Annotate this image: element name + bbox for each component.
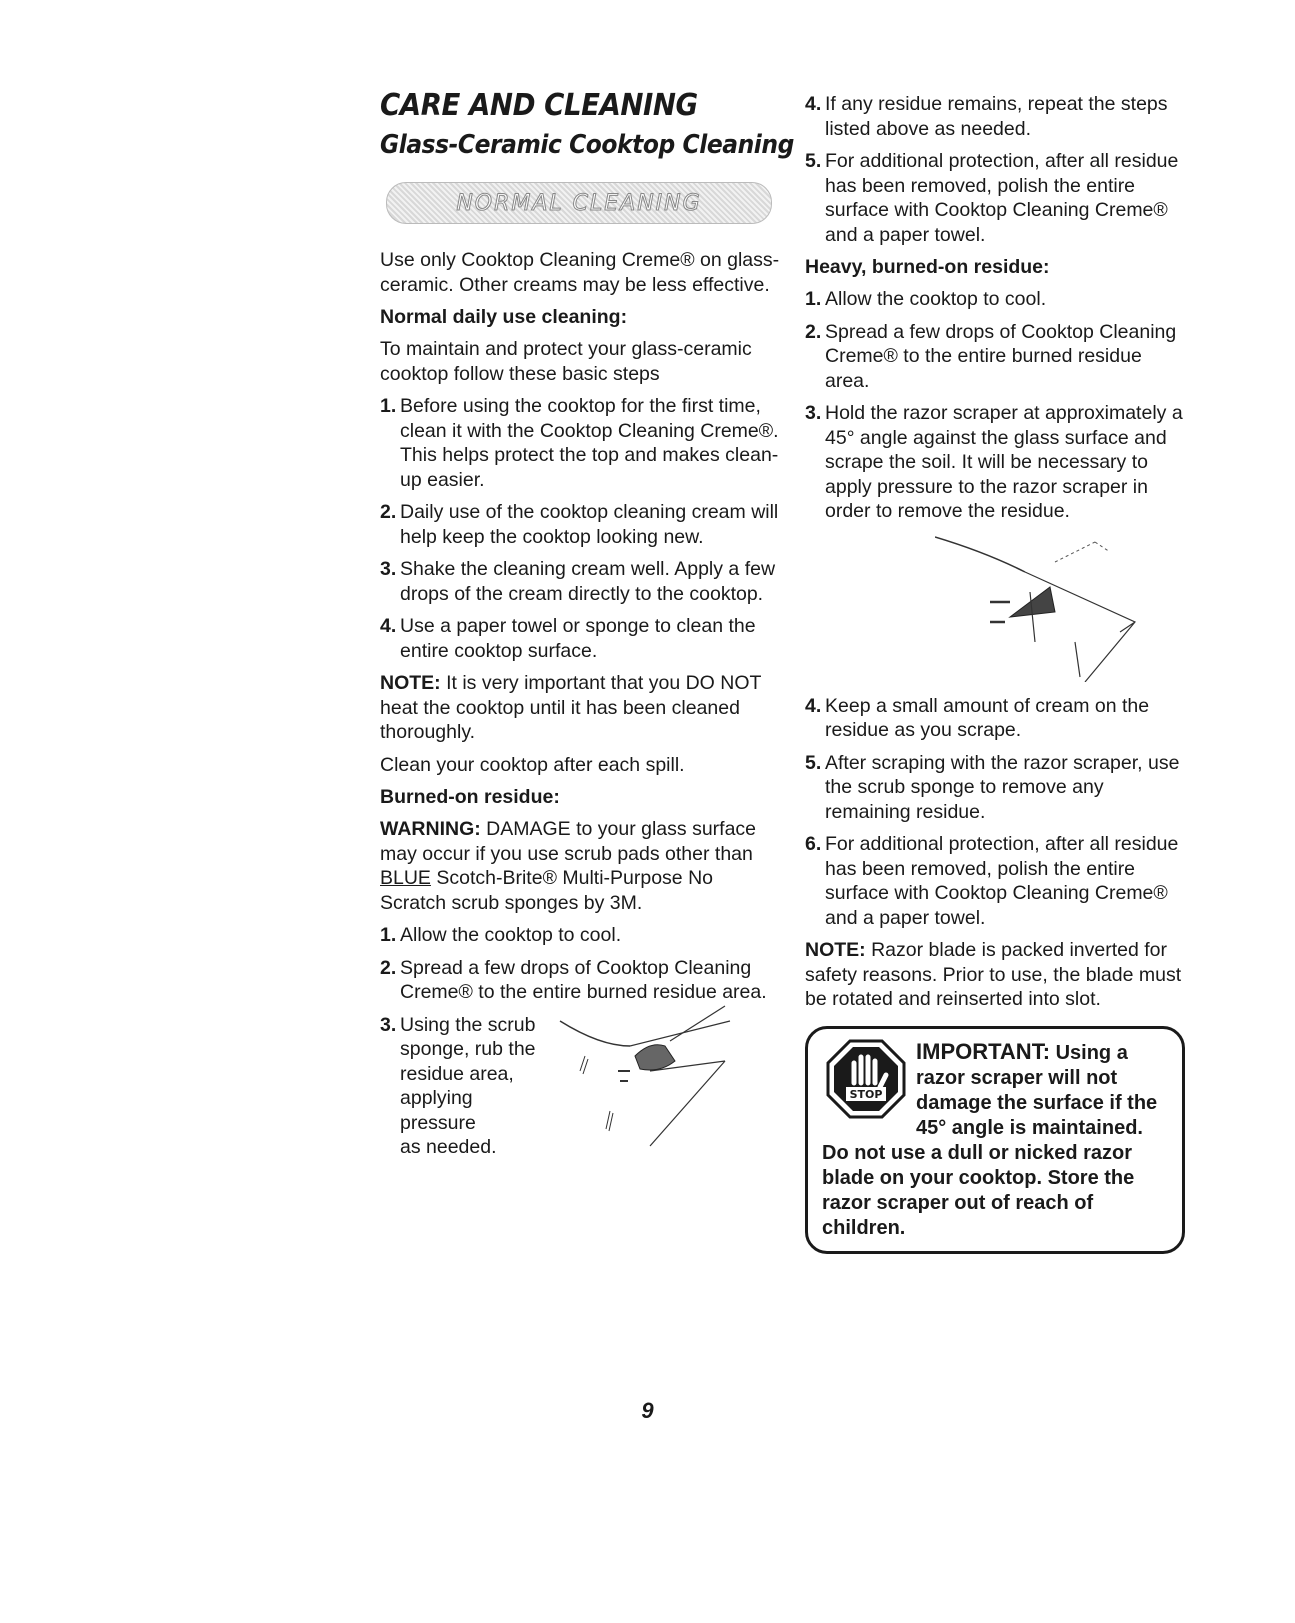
page-number: 9 — [641, 1398, 654, 1423]
step-text: Allow the cooktop to cool. — [400, 924, 622, 946]
step-number: 6. — [805, 833, 822, 855]
step-number: 4. — [380, 615, 397, 637]
stop-label: STOP — [849, 1087, 883, 1101]
page-subtitle: Glass-Ceramic Cooktop Cleaning — [380, 130, 794, 160]
section-banner — [386, 182, 772, 224]
heavy-steps-list — [805, 287, 1185, 524]
clean-spill-text: Clean your cooktop after each spill. — [380, 753, 685, 776]
page-title: CARE AND CLEANING — [380, 88, 698, 123]
normal-intro: To maintain and protect your glass-ceramic cooktop follow these basic steps — [380, 338, 752, 385]
banner-label: NORMAL CLEANING — [456, 190, 702, 216]
burned-steps-list — [380, 923, 780, 1160]
list-item — [380, 557, 780, 606]
list-item — [805, 149, 1185, 247]
stop-hand-icon — [826, 1039, 906, 1119]
step-text: Allow the cooktop to cool. — [825, 288, 1047, 310]
note-label: NOTE: — [805, 939, 866, 961]
step-number: 3. — [805, 402, 822, 424]
step-line: residue area, — [400, 1062, 514, 1085]
note-paragraph — [380, 671, 780, 745]
list-item — [380, 1013, 780, 1160]
step-number: 3. — [380, 558, 397, 580]
step-number: 1. — [805, 288, 822, 310]
list-item — [805, 287, 1185, 312]
step-line: as needed. — [400, 1136, 497, 1158]
step-text: If any residue remains, repeat the steps listed above as needed. — [825, 93, 1168, 140]
step-text: Daily use of the cooktop cleaning cream will help keep the cooktop looking new. — [400, 501, 779, 548]
list-item — [805, 401, 1185, 524]
step-number: 4. — [805, 93, 822, 115]
step-line: applying — [400, 1087, 473, 1109]
step-text: Spread a few drops of Cooktop Cleaning Creme® to the entire burned residue area. — [825, 320, 1177, 392]
list-item — [380, 923, 780, 948]
warning-label: WARNING: — [380, 818, 481, 840]
list-item — [805, 320, 1185, 394]
step-line: pressure — [400, 1111, 476, 1134]
note-text: It is very important that you DO NOT heat the cooktop until it has been cleaned thoroughly. — [380, 672, 762, 743]
step-number: 5. — [805, 751, 822, 774]
list-item — [380, 394, 780, 492]
step-text: Use a paper towel or sponge to clean the entire cooktop surface. — [400, 615, 756, 662]
step-text: Shake the cleaning cream well. Apply a few drops of the cream directly to the cooktop. — [400, 558, 776, 605]
intro-text: Use only Cooktop Cleaning Creme® on glass-ceramic. Other creams may be less effective. — [380, 249, 780, 296]
note-text: Razor blade is packed inverted for safety reasons. Prior to use, the blade must be rotated and reinserted into slot. — [805, 939, 1182, 1010]
step-number: 2. — [380, 501, 397, 523]
list-item — [805, 694, 1185, 743]
razor-note-paragraph — [805, 938, 1185, 1012]
scrub-sponge-illustration — [540, 1001, 740, 1151]
step-text: Spread a few drops of Cooktop Cleaning Creme® to the entire burned residue area. — [400, 956, 767, 1003]
step-number: 3. — [380, 1013, 397, 1036]
step-number: 1. — [380, 395, 397, 417]
step-line: sponge, rub the — [400, 1038, 536, 1060]
warning-text: DAMAGE to your glass surface may occur if you use scrub pads other than — [380, 818, 757, 865]
left-flow — [380, 248, 780, 1168]
right-flow — [805, 92, 1185, 1254]
step-text: For additional protection, after all residue has been removed, polish the entire surface with Cooktop Cleaning Creme® and a paper towel. — [825, 833, 1179, 929]
list-item — [805, 751, 1185, 825]
step-text: Keep a small amount of cream on the residue as you scrape. — [825, 694, 1150, 741]
list-item — [380, 614, 780, 663]
step-number: 5. — [805, 150, 822, 172]
burned-heading: Burned-on residue: — [380, 786, 560, 808]
step-number: 2. — [805, 320, 822, 343]
step-line: Using the scrub — [400, 1013, 536, 1036]
step-number: 1. — [380, 924, 397, 946]
list-item — [380, 500, 780, 549]
warning-blue: BLUE — [380, 867, 431, 889]
important-box — [805, 1026, 1185, 1254]
razor-scraper-illustration — [935, 532, 1155, 682]
heavy-heading: Heavy, burned-on residue: — [805, 256, 1050, 278]
step-text: Hold the razor scraper at approximately a 45° angle against the glass surface and scrape the soil. It will be necessary to apply pressure to the razor scraper in order to remove the residue. — [825, 402, 1183, 522]
warning-paragraph — [380, 817, 780, 915]
step-text: After scraping with the razor scraper, use the scrub sponge to remove any remaining residue. — [825, 751, 1180, 823]
important-body: Using a razor scraper will not damage the surface if the 45° angle is maintained. Do not use a dull or nicked razor blade on your cooktop. Store the razor scraper out of reach of children. — [822, 1041, 1158, 1239]
continued-steps-list — [805, 92, 1185, 247]
important-label: IMPORTANT: — [916, 1038, 1051, 1064]
note-label: NOTE: — [380, 672, 441, 694]
normal-steps-list — [380, 394, 780, 663]
step-number: 2. — [380, 956, 397, 979]
list-item — [805, 92, 1185, 141]
normal-heading: Normal daily use cleaning: — [380, 306, 628, 328]
step-text: For additional protection, after all residue has been removed, polish the entire surface with Cooktop Cleaning Creme® and a paper towel. — [825, 150, 1179, 246]
list-item — [380, 956, 780, 1005]
step-text: Before using the cooktop for the first time, clean it with the Cooktop Cleaning Creme®. This helps protect the top and makes clean-up easier. — [400, 395, 779, 491]
warning-text-end: Scotch-Brite® Multi-Purpose No Scratch scrub sponges by 3M. — [380, 867, 713, 914]
heavy-steps-list-continued — [805, 694, 1185, 931]
step-number: 4. — [805, 694, 822, 717]
list-item — [805, 832, 1185, 930]
